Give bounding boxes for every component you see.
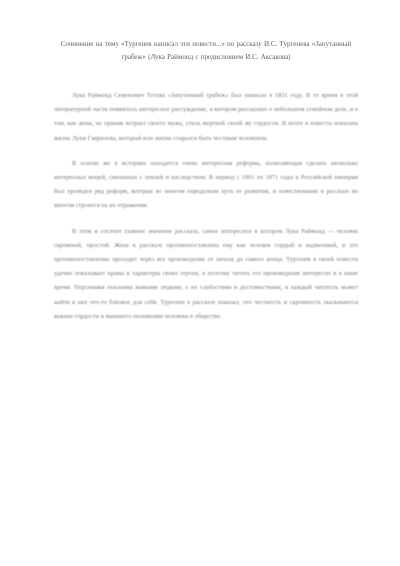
document-title: Сочинение на тему «Тургенев написал эти повести...» по рассказу И.С. Тургенева «Запутанный грабеж» (Лука Раймонд с предисловием И.С. Аксакова)	[60, 40, 352, 61]
paragraph: В этом и состоит главное значение рассказа, самое интересное в котором Лука Раймонд — человек скромный, простой. Жена в рассказе противопоставлена ему как человек гордый и надменный, и это противопоставление проходит через все произведение от начала до самого конца. Тургенев в своей повести удачно показывает нравы и характеры своих героев, и поэтому читать его произведение интересно и в наше время. Персонажи показаны живыми людьми, с их слабостями и достоинствами, и каждый читатель может найти в них что-то близкое для себя. Тургенев в рассказе показал, что честность и скромность оказываются важнее гордости и внешнего положения человека в обществе.	[54, 227, 358, 320]
paragraph: В основе же в историях находится очень интересная реформа, позволяющая сделать несколько интересных вещей, связанных с землей и наследством. В период с 1861 по 1871 годы в Российской империи был проведен ряд реформ, которые во многом определили путь ее развития, и повествование в рассказе во многом строится на их отражении.	[54, 159, 358, 210]
paragraph: Лука Раймонд Семенович Тетова «Запутанный грабеж» был написан в 1851 году. В то время в этой литературной части появилось интересное рассуждение, в котором рассказано о небольшом семейном деле, и о том, как жена, не приняв всерьез своего мужа, стала жертвой своей же гордости. В итоге в повести показана жизнь Луки Гаврилова, который всю жизнь старался быть честным человеком.	[54, 92, 358, 142]
document-body	[54, 38, 358, 324]
